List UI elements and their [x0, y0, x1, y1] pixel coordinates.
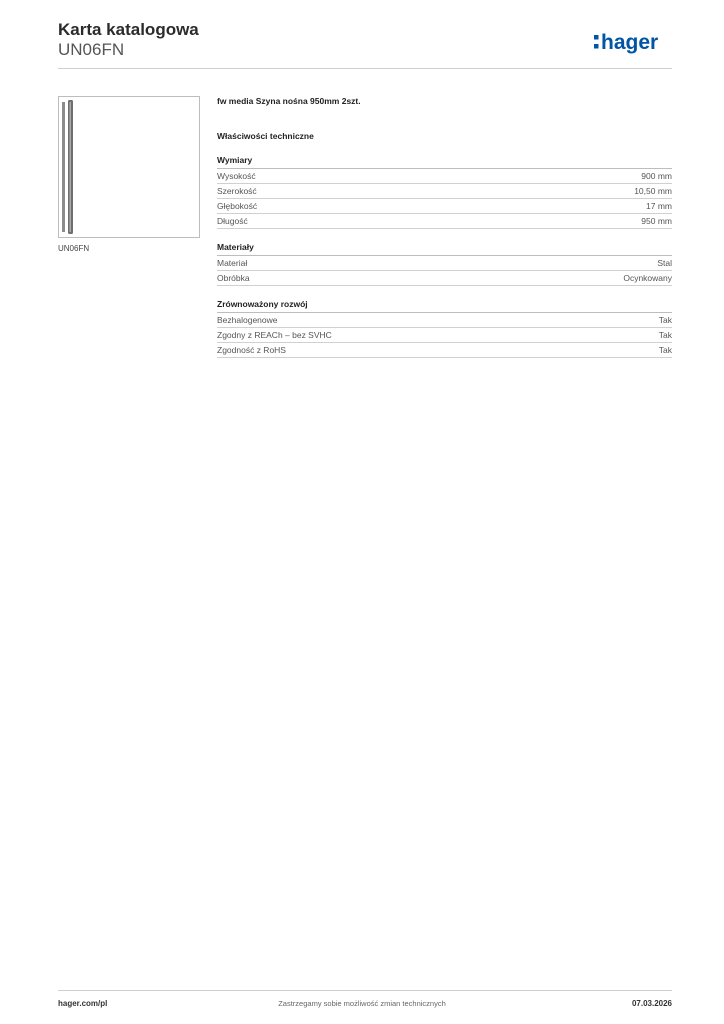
table-row — [217, 313, 672, 328]
section-title: Materiały — [217, 242, 672, 256]
footer-date: 07.03.2026 — [631, 999, 672, 1008]
support-rail-image — [59, 97, 199, 237]
svg-text:hager: hager — [601, 31, 659, 54]
row-value: Stal — [657, 258, 672, 268]
section-materials — [217, 242, 672, 286]
row-label: Materiał — [217, 258, 248, 268]
row-label: Bezhalogenowe — [217, 315, 278, 325]
table-row — [217, 184, 672, 199]
hager-logo — [592, 28, 676, 58]
product-description: fw media Szyna nośna 950mm 2szt. — [217, 96, 361, 106]
table-row — [217, 214, 672, 229]
footer-divider — [58, 990, 672, 991]
table-row — [217, 271, 672, 286]
row-label: Długość — [217, 216, 248, 226]
row-label: Głębokość — [217, 201, 258, 211]
section-title: Wymiary — [217, 155, 672, 169]
product-image-caption: UN06FN — [58, 244, 90, 253]
row-value: Tak — [658, 315, 672, 325]
row-value: 950 mm — [641, 216, 672, 226]
row-label: Szerokość — [217, 186, 257, 196]
footer-website-link[interactable]: hager.com/pl — [58, 999, 108, 1008]
footer-disclaimer: Zastrzegamy sobie możliwość zmian technicznych — [278, 999, 446, 1008]
section-dimensions — [217, 155, 672, 229]
table-row — [217, 199, 672, 214]
table-row — [217, 328, 672, 343]
row-value: 17 mm — [646, 201, 672, 211]
row-label: Obróbka — [217, 273, 250, 283]
page-title: Karta katalogowa — [58, 20, 199, 39]
technical-properties-title: Właściwości techniczne — [217, 131, 314, 141]
table-row — [217, 256, 672, 271]
row-value: 10,50 mm — [634, 186, 672, 196]
row-label: Zgodność z RoHS — [217, 345, 286, 355]
section-sustainability — [217, 299, 672, 358]
row-value: Tak — [658, 345, 672, 355]
section-title: Zrównoważony rozwój — [217, 299, 672, 313]
table-row — [217, 169, 672, 184]
row-value: Ocynkowany — [623, 273, 672, 283]
row-label: Zgodny z REACh – bez SVHC — [217, 330, 332, 340]
header-divider — [58, 68, 672, 69]
row-label: Wysokość — [217, 171, 256, 181]
product-code: UN06FN — [58, 40, 125, 59]
product-details — [217, 96, 672, 371]
row-value: 900 mm — [641, 171, 672, 181]
row-value: Tak — [658, 330, 672, 340]
table-row — [217, 343, 672, 358]
product-image-frame — [58, 96, 200, 238]
